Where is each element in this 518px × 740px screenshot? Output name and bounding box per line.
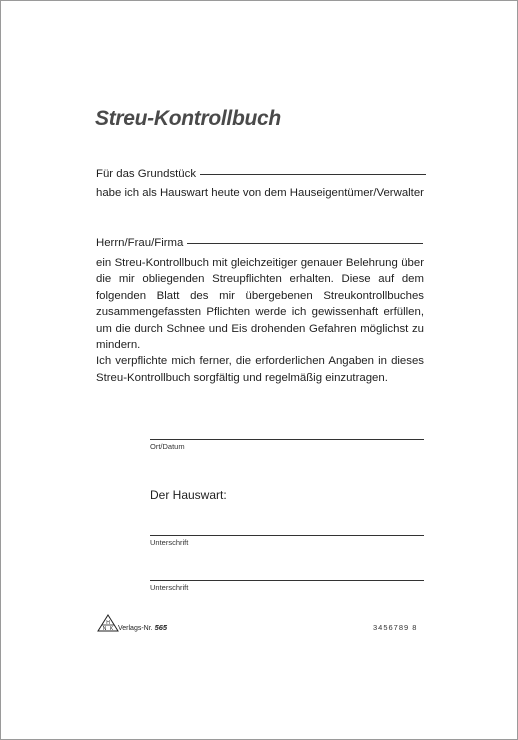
ort-datum-label: Ort/Datum <box>150 442 185 451</box>
herrn-row <box>96 237 423 249</box>
declaration-paragraph-1: ein Streu-Kontrollbuch mit gleichzeitiger genauer Belehrung über die mir obliegenden Streupflichten erhalten. Diese auf dem folgenden Blatt des mir übergebenen Streukontrollbuches zusammengefassten Pflichten werde ich gewissenhaft erfüllen, um die durch Schnee und Eis drohenden Gefahren möglichst zu mindern. <box>96 257 424 352</box>
declaration-paragraph-2: Ich verpflichte mich ferner, die erforderlichen Angaben in dieses Streu-Kontrollbuch sorgfältig und regelmäßig einzutragen. <box>96 355 424 384</box>
document-title: Streu-Kontrollbuch <box>95 107 281 130</box>
verlag-number: 565 <box>154 623 168 632</box>
grundstueck-row <box>96 168 426 180</box>
hauswart-heading: Der Hauswart: <box>150 488 227 502</box>
signature-line-1[interactable] <box>150 535 424 536</box>
unterschrift-label-2: Unterschrift <box>150 583 189 592</box>
hauswart-intro: habe ich als Hauswart heute von dem Hauseigentümer/Verwalter <box>96 187 424 199</box>
svg-text:K: K <box>109 626 114 632</box>
verlag-label: Verlags-Nr. <box>118 625 153 632</box>
grundstueck-input-line[interactable] <box>200 174 426 175</box>
publisher-logo-icon <box>97 614 119 632</box>
article-number: 3456789 8 <box>373 623 418 632</box>
verlag-info <box>118 623 167 632</box>
grundstueck-label: Für das Grundstück <box>96 168 197 180</box>
declaration-text <box>96 255 424 386</box>
herrn-input-line[interactable] <box>187 243 423 244</box>
ort-datum-line[interactable] <box>150 439 424 440</box>
unterschrift-label-1: Unterschrift <box>150 538 189 547</box>
svg-text:H: H <box>106 620 110 626</box>
signature-line-2[interactable] <box>150 580 424 581</box>
herrn-label: Herrn/Frau/Firma <box>96 237 184 249</box>
svg-text:N: N <box>102 626 107 632</box>
